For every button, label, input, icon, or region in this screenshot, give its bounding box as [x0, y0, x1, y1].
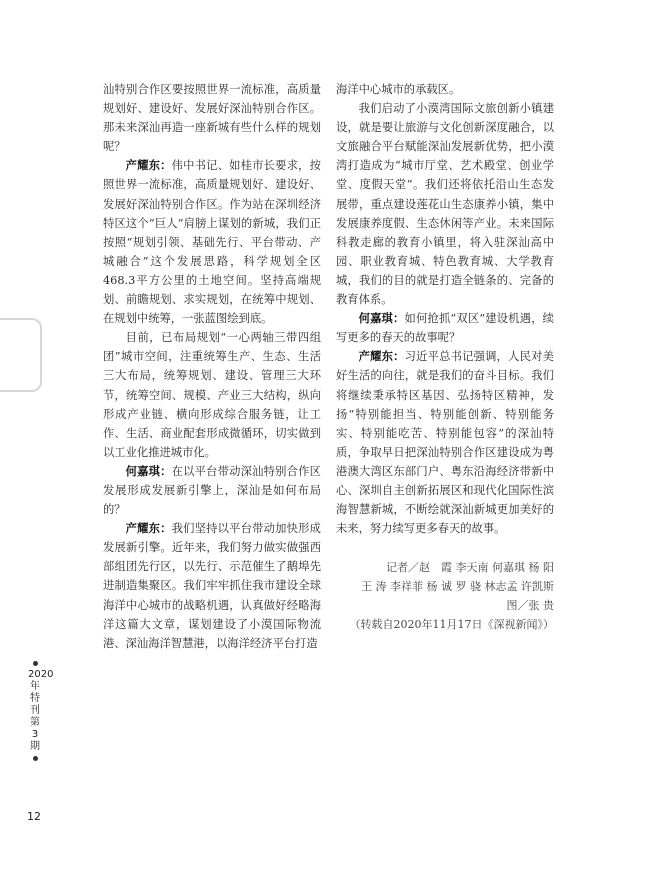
paragraph: [336, 347, 554, 538]
paragraph-text: 伟中书记、如桂市长要求，按照世界一流标准，高质量规划好、建设好、发展好深汕特别合作区。作为站在深圳经济特区这个“巨人”肩膀上谋划的新城，我们正按照“规划引领、基础先行、平台带动、产城融合”这个发展思路，科学规划全区468.3平方公里的土地空间。坚持高端规划、前瞻规划、求实规划，在统筹中规划、在规划中统筹，一张蓝图绘到底。: [103, 159, 321, 326]
speaker-name: 何嘉琪：: [358, 311, 405, 326]
issue-year: 2020年: [28, 669, 54, 692]
credit-line: 王 涛 李祥菲 杨 诚 罗 骁 林志孟 许凯斯: [361, 580, 554, 594]
paragraph-text: 我们启动了小漠湾国际文旅创新小镇建设，就是要让旅游与文化创新深度融合，以文旅融合平台赋能深汕发展新优势，把小漠湾打造成为“城市厅堂、艺术殿堂、创业学堂、度假天堂”。我们还将依托沿山生态发展带，重点建设莲花山生态康养小镇，集中发展康养度假、生态休闲等产业。未来国际科教走廊的教育小镇里，将入驻深汕高中园、职业教育城、特色教育城、大学教育城，我们的目的就是打造全链条的、完备的教育体系。: [336, 102, 554, 307]
paragraph: [336, 99, 554, 309]
paragraph-text: 在以平台带动深汕特别合作区发展形成发展新引擎上，深汕是如何布局的？: [103, 464, 321, 517]
paragraph: [336, 309, 554, 347]
paragraph: [103, 156, 321, 328]
right-column: [336, 80, 554, 634]
bullet-dot-icon: [33, 661, 38, 666]
left-column: [103, 80, 321, 653]
credit-line: （转载自2020年11月17日《深视新闻》）: [349, 618, 554, 632]
paragraph: [103, 462, 321, 519]
speaker-name: 产耀东：: [125, 521, 172, 536]
credits-block: [336, 558, 554, 634]
credit-line: 记者／赵 霞 李天南 何嘉琪 杨 阳: [386, 561, 554, 575]
speaker-name: 何嘉琪：: [125, 463, 172, 478]
paragraph-text: 海洋中心城市的承载区。: [336, 83, 461, 96]
watermark-seal-graphic: [0, 318, 42, 392]
speaker-name: 产耀东：: [125, 158, 172, 173]
paragraph: [103, 328, 321, 462]
paragraph: [336, 80, 554, 99]
paragraph-text: 习近平总书记强调，人民对美好生活的向往，就是我们的奋斗目标。我们将继续秉承特区基因、弘扬特区精神，发扬“特别能担当、特别能创新、特别能务实、特别能吃苦、特别能包容”的深汕特质，争取早日把深汕特别合作区建设成为粤港澳大湾区东部门户、粤东沿海经济带新中心、深圳自主创新拓展区和现代化国际性滨海智慧新城，不断绘就深汕新城更加美好的未来，努力续写更多春天的故事。: [336, 350, 554, 536]
issue-number: 第3期: [30, 717, 40, 752]
paragraph-text: 我们坚持以平台带动加快形成发展新引擎。近年来，我们努力做实做强西部组团先行区，以先行、示范催生了鹅埠先进制造集聚区。我们牢牢抓住我市建设全球海洋中心城市的战略机遇，认真做好经略海洋这篇大文章，谋划建设了小漠国际物流港、深汕海洋智慧港，以海洋经济平台打造: [103, 522, 321, 650]
paragraph-text: 汕特别合作区要按照世界一流标准，高质量规划好、建设好、发展好深汕特别合作区。那未来深汕再造一座新城有些什么样的规划呢？: [103, 83, 321, 154]
speaker-name: 产耀东：: [358, 349, 405, 364]
page-number: 12: [27, 810, 41, 823]
bullet-dot-icon: [33, 756, 38, 761]
paragraph-text: 如何抢抓“双区”建设机遇，续写更多的春天的故事呢？: [336, 312, 554, 345]
paragraph-text: 目前，已布局规划“一心两轴三带四组团”城市空间，注重统筹生产、生态、生活三大布局，统筹规划、建设、管理三大环节，统筹空间、规模、产业三大结构，纵向形成产业链、横向形成综合服务链，让工作、生活、商业配套形成微循环，切实做到以工业化推进城市化。: [103, 331, 321, 459]
credit-line: 图／张 贵: [506, 599, 554, 613]
paragraph: [103, 519, 321, 653]
issue-side-label: [28, 658, 54, 764]
paragraph: [103, 80, 321, 156]
issue-special: 特刊: [30, 693, 40, 716]
